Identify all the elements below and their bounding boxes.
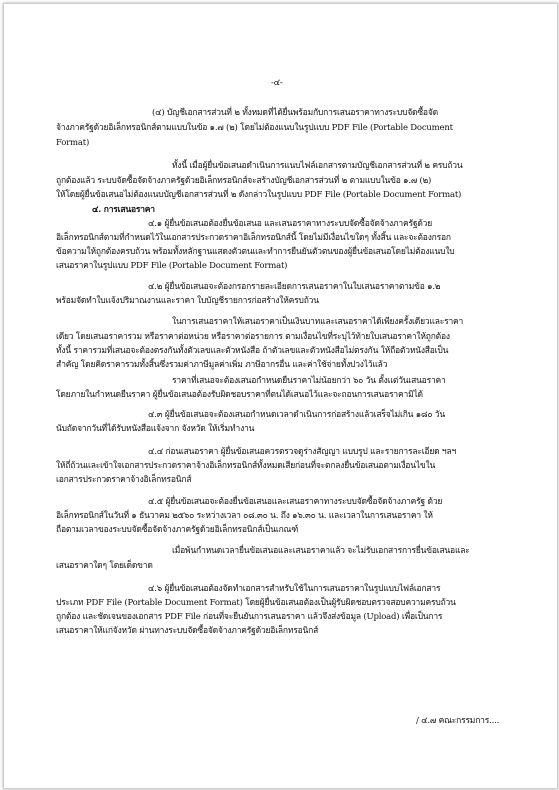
text-line: ๔.๓ ผู้ยื่นข้อเสนอจะต้องเสนอกำหนดเวลาดำเนินการก่อสร้างแล้วเสร็จไม่เกิน ๑๘๐ วัน xyxy=(148,410,445,420)
text-line: ให้โดยผู้ยื่นข้อเสนอไม่ต้องแนบบัญชีเอกสารส่วนที่ ๒ ดังกล่าวในรูปแบบ PDF File (Portable Document Format) xyxy=(56,190,462,200)
text-line: ประเภท PDF File (Portable Document Format) โดยผู้ยื่นข้อเสนอต้องเป็นผู้รับผิดชอบตรวจสอบความครบถ้วน xyxy=(56,598,456,608)
text-line: จ้างภาครัฐด้วยอิเล็กทรอนิกส์ตามแบบในข้อ ๑.๗ (๒) โดยไม่ต้องแนบในรูปแบบ PDF File (Portable Document xyxy=(56,123,453,133)
text-line: ถูกต้องแล้ว ระบบจัดซื้อจัดจ้างภาครัฐด้วยอิเล็กทรอนิกส์จะสร้างบัญชีเอกสารส่วนที่ ๒ ตามแบบในข้อ ๑.๗ (๒) xyxy=(56,176,432,186)
text-line: พร้อมจัดทำใบแจ้งปริมาณงานและราคา ใบบัญชีรายการก่อสร้างให้ครบถ้วน xyxy=(56,296,319,306)
text-line: ๔.๔ ก่อนเสนอราคา ผู้ยื่นข้อเสนอควรตรวจดูร่างสัญญา แบบรูป และรายการละเอียด ฯลฯ xyxy=(148,447,457,457)
text-line: เสนอราคาใดๆ โดยเด็ดขาด xyxy=(56,561,153,571)
text-line: ราคาที่เสนอจะต้องเสนอกำหนดยืนราคาไม่น้อยกว่า ๖๐ วัน ตั้งแต่วันเสนอราคา xyxy=(172,376,446,386)
text-line: ให้ถี่ถ้วนและเข้าใจเอกสารประกวดราคาจ้างอิเล็กทรอนิกส์ทั้งหมดเสียก่อนที่จะตกลงยื่นข้อเสนอตามเงื่อนไขใน xyxy=(56,461,436,471)
continuation-footer: / ๔.๗ คณะกรรมการ.... xyxy=(416,716,500,726)
text-line: เสนอราคาให้แก่จังหวัด ผ่านทางระบบจัดซื้อจัดจ้างภาครัฐด้วยอิเล็กทรอนิกส์ xyxy=(56,626,319,636)
text-line: เดียว โดยเสนอราคารวม หรือราคาต่อหน่วย หรือราคาต่อรายการ ตามเงื่อนไขที่ระบุไว้ท้ายใบเสนอราคาให้ถูกต้อง xyxy=(56,332,450,342)
text-line: ๔.๕ ผู้ยื่นข้อเสนอจะต้องยื่นข้อเสนอและเสนอราคาทางระบบจัดซื้อจัดจ้างภาครัฐ ด้วย xyxy=(148,497,443,507)
text-line: ๔.๒ ผู้ยื่นข้อเสนอจะต้องกรอกรายละเอียดการเสนอราคาในใบเสนอราคาตามข้อ ๑.๒ xyxy=(148,282,441,292)
section-heading: ๔. การเสนอราคา xyxy=(92,205,155,215)
text-line: โดยภายในกำหนดยืนราคา ผู้ยื่นข้อเสนอต้องรับผิดชอบราคาที่ตนได้เสนอไว้และจะถอนการเสนอราคามิได้ xyxy=(56,390,423,400)
text-line: เมื่อพ้นกำหนดเวลายื่นข้อเสนอและเสนอราคาแล้ว จะไม่รับเอกสารการยื่นข้อเสนอและ xyxy=(172,546,470,556)
text-line: (๔) บัญชีเอกสารส่วนที่ ๒ ทั้งหมดที่ได้ยื่นพร้อมกับการเสนอราคาทางระบบจัดซื้อจัด xyxy=(152,108,438,118)
text-line: ทั้งนี้ ราคารวมที่เสนอจะต้องตรงกันทั้งตัวเลขและตัวหนังสือ ถ้าตัวเลขและตัวหนังสือไม่ตรงกัน ให้ถือตัวหนังสือเป็น xyxy=(56,346,449,356)
page-number: -๔- xyxy=(271,78,283,88)
document-page xyxy=(3,3,558,789)
text-line: เอกสารประกวดราคาจ้างอิเล็กทรอนิกส์ xyxy=(56,475,192,485)
text-line: Format) xyxy=(56,138,90,148)
text-line: ๔.๑ ผู้ยื่นข้อเสนอต้องยื่นข้อเสนอ และเสนอราคาทางระบบจัดซื้อจัดจ้างภาครัฐด้วย xyxy=(148,219,432,229)
text-line: สำคัญ โดยคิดราคารวมทั้งสิ้นซึ่งรวมค่าภาษีมูลค่าเพิ่ม ภาษีอากรอื่น และค่าใช้จ่ายทั้งปวงไว้แล้ว xyxy=(56,360,388,370)
text-line: เสนอราคาในรูปแบบ PDF File (Portable Document Format) xyxy=(56,261,288,271)
text-line: ในการเสนอราคาให้เสนอราคาเป็นเงินบาทและเสนอราคาได้เพียงครั้งเดียวและราคา xyxy=(172,317,464,327)
text-line: ๔.๖ ผู้ยื่นข้อเสนอต้องจัดทำเอกสารสำหรับใช้ในการเสนอราคาในรูปแบบไฟล์เอกสาร xyxy=(148,584,441,594)
text-line: ถือตามเวลาของระบบจัดซื้อจัดจ้างภาครัฐด้วยอิเล็กทรอนิกส์เป็นเกณฑ์ xyxy=(56,525,299,535)
text-line: ถูกต้อง และชัดเจนของเอกสาร PDF File ก่อนที่จะยืนยันการเสนอราคา แล้วจึงส่งข้อมูล (Upload) เพื่อเป็นการ xyxy=(56,612,443,622)
text-line: นับถัดจากวันที่ได้รับหนังสือแจ้งจาก จังหวัด ให้เริ่มทำงาน xyxy=(56,424,255,434)
text-line: อิเล็กทรอนิกส์ตามที่กำหนดไว้ในเอกสารประกวดราคาอิเล็กทรอนิกส์นี้ โดยไม่มีเงื่อนไขใดๆ ทั้งสิ้น และจะต้องกรอก xyxy=(56,233,451,243)
text-line: อิเล็กทรอนิกส์ในวันที่ ๑ ธันวาคม ๒๕๖๐ ระหว่างเวลา ๐๘.๓๐ น. ถึง ๑๖.๓๐ น. และเวลาในการเสนอราคา ให้ xyxy=(56,511,433,521)
text-line: ข้อความให้ถูกต้องครบถ้วน พร้อมทั้งหลักฐานแสดงตัวตนและทำการยืนยันตัวตนของผู้ยื่นข้อเสนอโดยไม่ต้องแนบใบ xyxy=(56,247,455,257)
text-line: ทั้งนี้ เมื่อผู้ยื่นข้อเสนอดำเนินการแนบไฟล์เอกสารตามบัญชีเอกสารส่วนที่ ๒ ครบถ้วน xyxy=(172,161,463,171)
